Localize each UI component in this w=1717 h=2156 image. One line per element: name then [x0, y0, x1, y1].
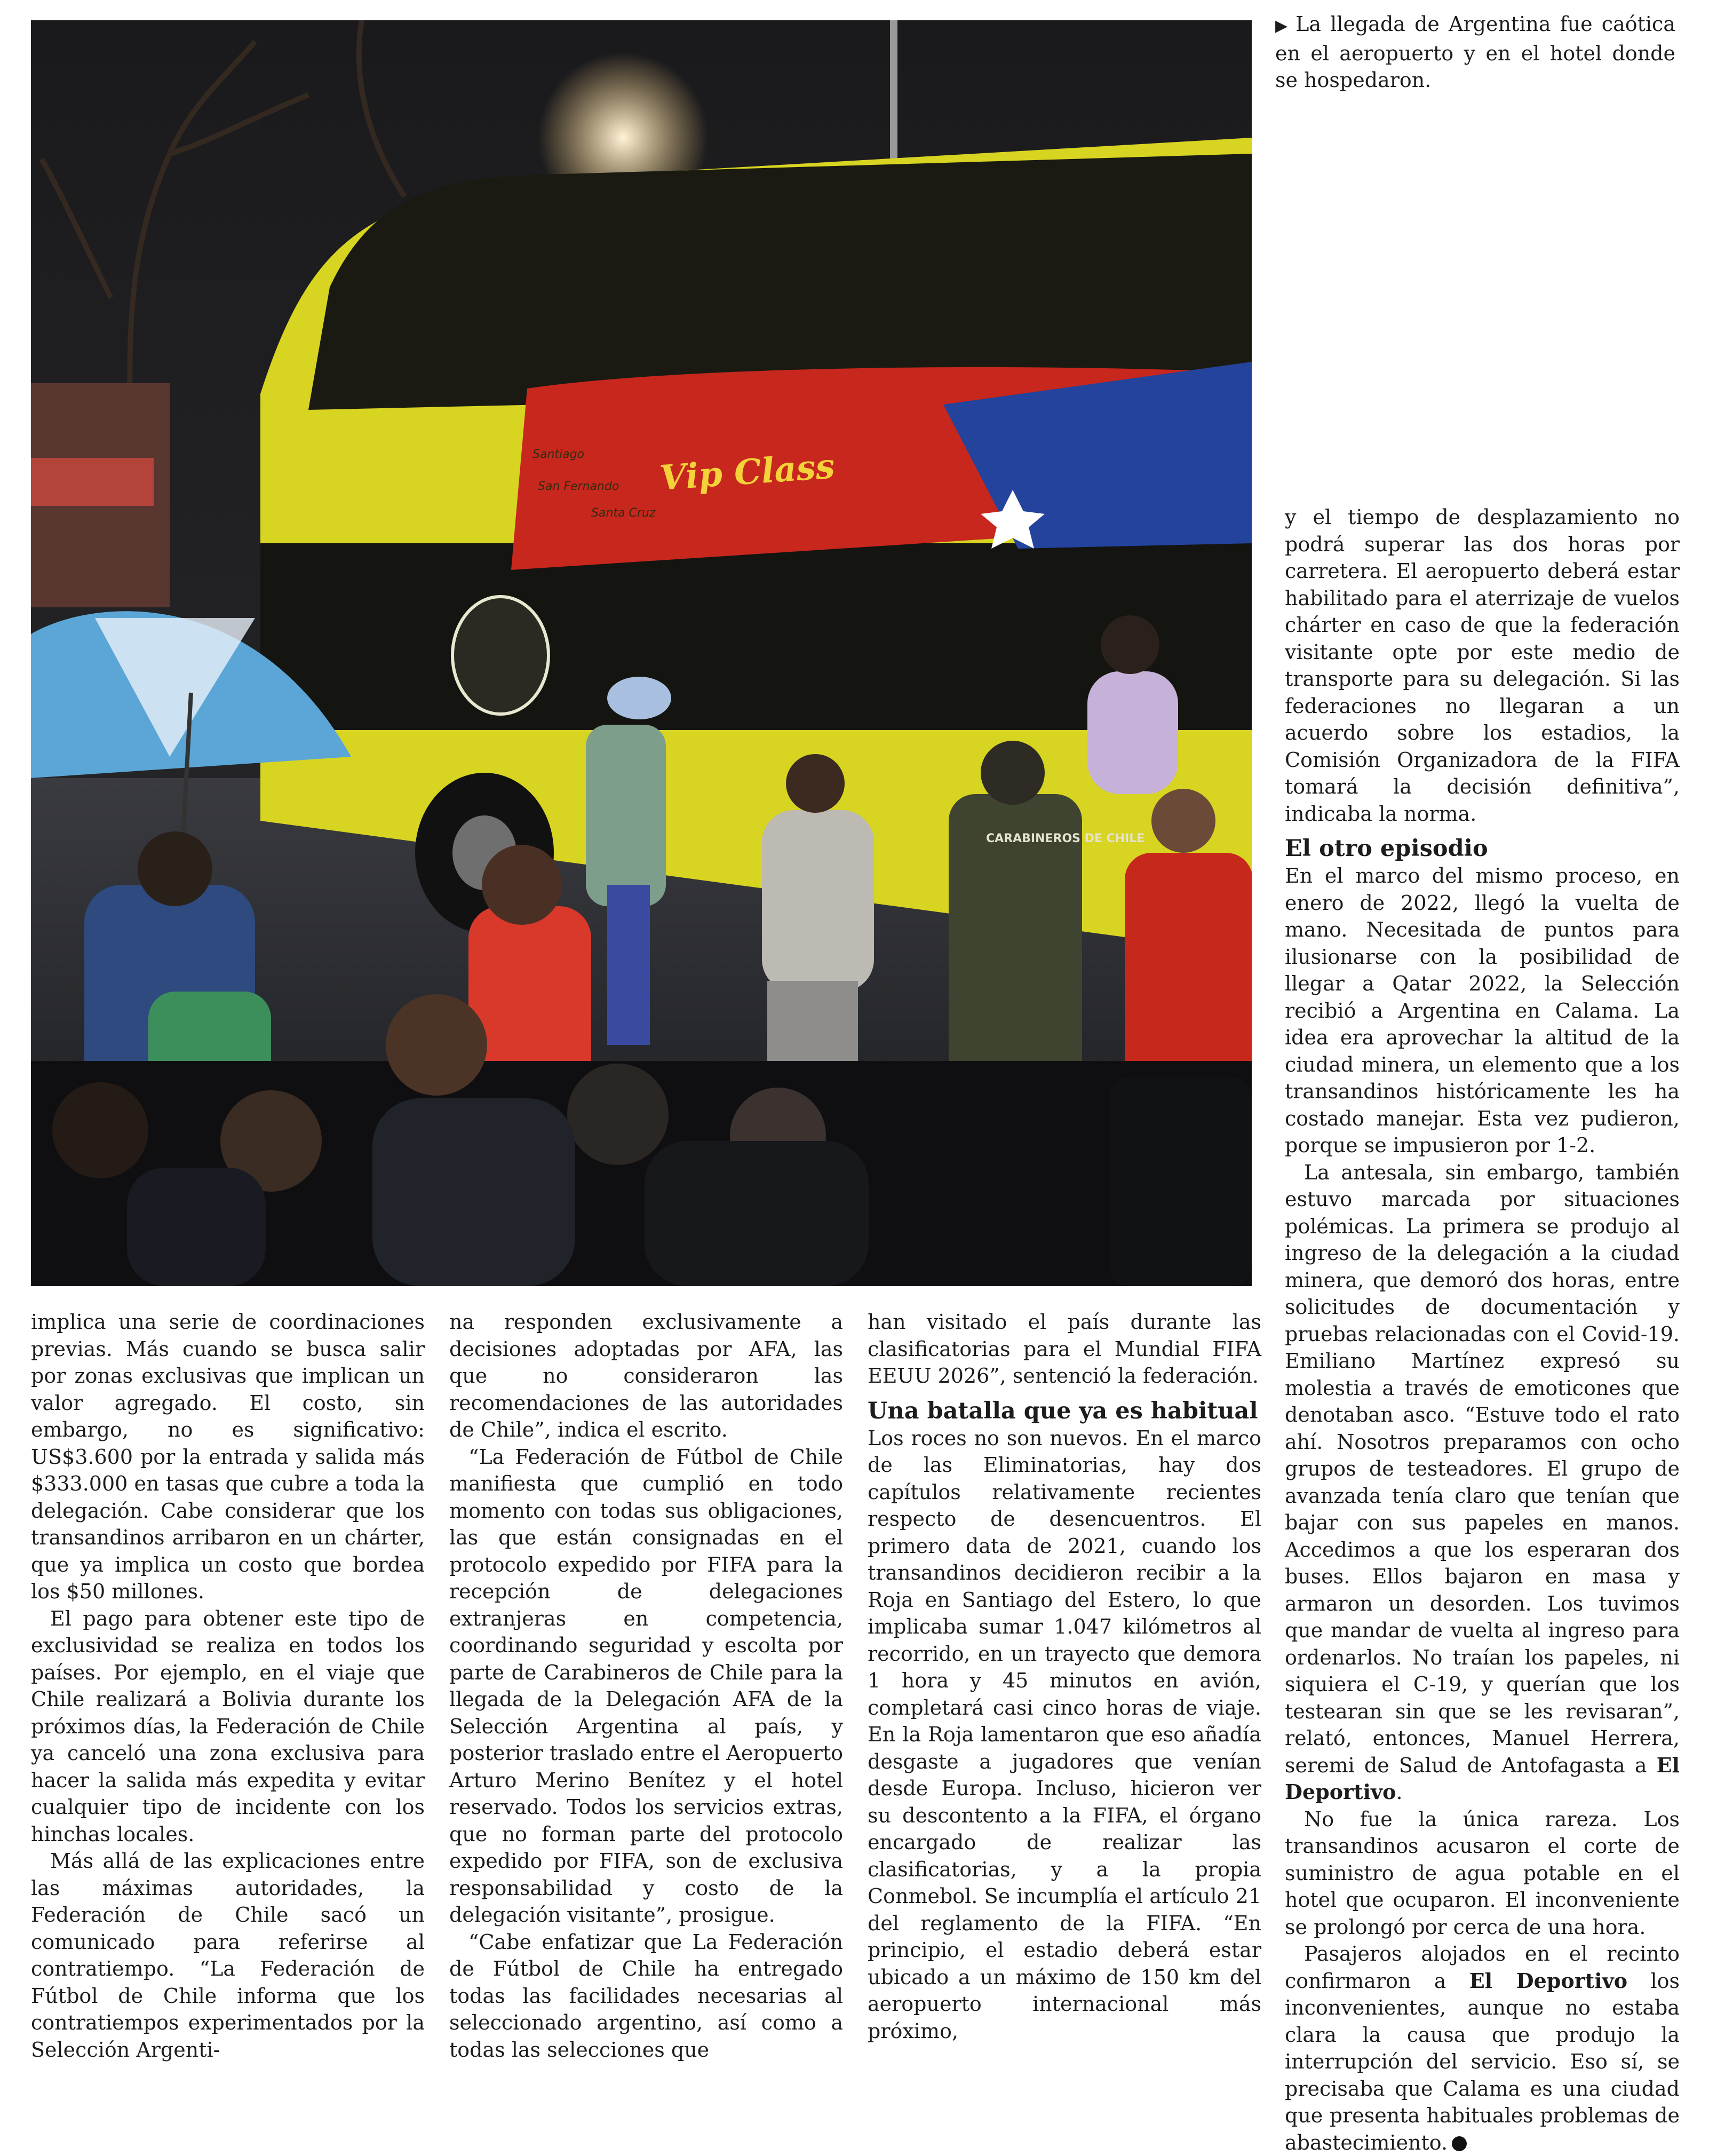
bus-route-stop: Santa Cruz: [591, 506, 656, 520]
paragraph: han visitado el país durante las clasificatorias para el Mundial FIFA EEUU 2026”, sentenció la federación.: [868, 1310, 1261, 1388]
bus-logo-emblem: [452, 597, 549, 714]
photo-caption: [1275, 11, 1675, 94]
bus-lettering: Vip Class: [658, 446, 836, 498]
section-heading: El otro episodio: [1285, 835, 1488, 862]
caption-text: La llegada de Argentina fue caótica en el aeropuerto y en el hotel donde se hospedaron.: [1275, 12, 1675, 92]
bus-arrival-photo: [31, 20, 1252, 1286]
paragraph-text: los inconvenientes, aunque no estaba clara la causa que produjo la interrupción del servicio. Eso sí, se precisaba que Calama es una ciudad que presenta habituales problemas de abastecimiento.: [1285, 1969, 1680, 2154]
section-heading: Una batalla que ya es habitual: [868, 1397, 1258, 1424]
paragraph: na responden exclusivamente a decisiones adoptadas por AFA, las que no consideraron las recomendaciones de las autoridades de Chile”, indica el escrito.: [449, 1310, 843, 1441]
paragraph: Más allá de las explicaciones entre las máximas autoridades, la Federación de Chile sacó un comunicado para referirse al contratiempo. “La Federación de Fútbol de Chile informa que los contratiempos experimentados por la Selección Argenti-: [31, 1849, 425, 2062]
paragraph: implica una serie de coordinaciones previas. Más cuando se busca salir por zonas exclusivas que implican un valor agregado. El costo, sin embargo, no es significativo: US$3.600 por la entrada y salida más $333.000 en tasas que cubre a toda la delegación. Cabe considerar que los transandinos arribaron en un chárter, que ya implica un costo que bordea los $50 millones.: [31, 1310, 425, 1603]
paragraph-text: .: [1396, 1780, 1403, 1804]
publication-name: El Deportivo: [1469, 1968, 1628, 1993]
paragraph: “Cabe enfatizar que La Federación de Fútbol de Chile ha entregado todas las facilidades necesarias al seleccionado argentino, así como a todas las selecciones que: [449, 1930, 843, 2062]
paragraph: No fue la única rareza. Los transandinos acusaron el corte de suministro de agua potable en el hotel que ocuparon. El inconveniente se prolongó por cerca de una hora.: [1285, 1807, 1680, 1939]
caption-marker-icon: ▶: [1275, 17, 1291, 35]
article-column-4: [1285, 504, 1680, 2156]
publication-name: El Deportivo: [1285, 1753, 1680, 1804]
bus-route-stop: Santiago: [532, 448, 585, 461]
paragraph: Los roces no son nuevos. En el marco de las Eliminatorias, hay dos capítulos relativamente recientes respecto de desencuentros. El primero data de 2021, cuando los transandinos decidieron recibir a la Roja en Santiago del Estero, lo que implicaba sumar 1.047 kilómetros al recorrido, en un trayecto que demora 1 hora y 45 minutos en avión, completará casi cinco horas de viaje. En la Roja lamentaron que eso añadía desgaste a jugadores que venían desde Europa. Incluso, hicieron ver su descontento a la FIFA, el órgano encargado de realizar las clasificatorias, y a la propia Conmebol. Se incumplía el artículo 21 del reglamento de la FIFA. “En principio, el estadio deberá estar ubicado a un máximo de 150 km del aeropuerto internacional más próximo,: [868, 1426, 1261, 2043]
news-photo: [31, 20, 1252, 1286]
paragraph: [1285, 1159, 1680, 1806]
article-column-1: [31, 1309, 425, 2063]
paragraph-text: Pasajeros alojados en el recinto confirmaron a: [1285, 1942, 1680, 1993]
paragraph: “La Federación de Fútbol de Chile manifiesta que cumplió en todo momento con todas sus obligaciones, las que están consignadas en el protocolo expedido por FIFA para la recepción de delegaciones extranjeras en competencia, coordinando seguridad y escolta por parte de Carabineros de Chile para la llegada de la Delegación AFA de la Selección Argentina al país, y posterior traslado entre el Aeropuerto Arturo Merino Benítez y el hotel reservado. Todos los servicios extras, que no forman parte del protocolo expedido por FIFA, son de exclusiva responsabilidad y costo de la delegación visitante”, prosigue.: [449, 1445, 843, 1927]
end-of-article-icon: [1452, 2136, 1467, 2151]
paragraph: En el marco del mismo proceso, en enero de 2022, llegó la vuelta de mano. Necesitada de puntos para ilusionarse con la posibilidad de llegar a Qatar 2022, la Selección recibió a Argentina en Calama. La idea era aprovechar la altitud de la ciudad minera, un elemento que a los transandinos históricamente les ha costado manejar. Esta vez pudieron, porque se impusieron por 1-2.: [1285, 864, 1680, 1157]
paragraph: y el tiempo de desplazamiento no podrá superar las dos horas por carretera. El aeropuerto deberá estar habilitado para el aterrizaje de vuelos chárter en caso de que la federación visitante opte por este medio de transporte para su delegación. Si las federaciones no llegaran a un acuerdo sobre los estadios, la Comisión Organizadora de la FIFA tomará la decisión definitiva”, indicaba la norma.: [1285, 505, 1680, 826]
paragraph: El pago para obtener este tipo de exclusividad se realiza en todos los países. Por ejemplo, en el viaje que Chile realizará a Bolivia durante los próximos días, la Federación de Chile ya canceló una zona exclusiva para hacer la salida más expedita y evitar cualquier tipo de incidente con los hinchas locales.: [31, 1606, 425, 1846]
bus-route-stop: San Fernando: [538, 480, 619, 493]
police-vest-text: CARABINEROS DE CHILE: [986, 832, 1145, 845]
paragraph-text: La antesala, sin embargo, también estuvo marcada por situaciones polémicas. La primera se produjo al ingreso de la delegación a la ciudad minera, que demoró dos horas, entre solicitudes de documentación y pruebas relacionadas con el Covid-19. Emiliano Martínez expresó su molestia a través de emoticones que denotaban asco. “Estuve todo el rato ahí. Nosotros preparamos con ocho grupos de testeadores. El grupo de avanzada tenía claro que tenían que bajar con sus papeles en manos. Accedimos a que los esperaran dos buses. Ellos bajaron en masa y armaron un desorden. Los tuvimos que mandar de vuelta al ingreso para ordenarlos. No traían los papeles, ni siquiera el C-19, y querían que los testearan sin que se les revisaran”, relató, entonces, Manuel Herrera, seremi de Salud de Antofagasta a: [1285, 1160, 1680, 1777]
paragraph: [1285, 1940, 1680, 2156]
article-column-2: [449, 1309, 843, 2063]
article-column-3: [868, 1309, 1261, 2044]
